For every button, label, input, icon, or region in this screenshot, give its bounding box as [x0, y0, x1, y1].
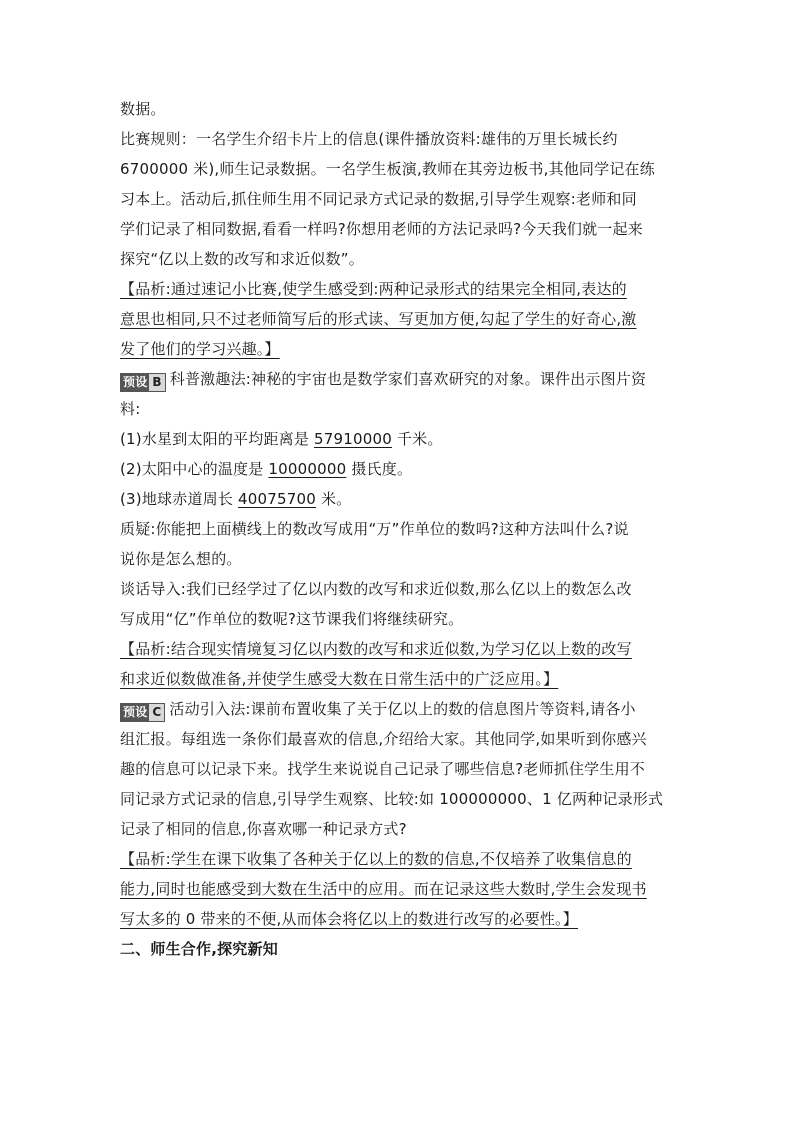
- paragraph-line: 说你是怎么想的。: [120, 550, 242, 568]
- paragraph-line: 谈话导入:我们已经学过了亿以内数的改写和求近似数,那么亿以上的数怎么改: [120, 580, 632, 598]
- paragraph-line: 记录了相同的信息,你喜欢哪一种记录方式?: [120, 820, 407, 838]
- list-item-text: (3)地球赤道周长: [120, 490, 239, 508]
- paragraph-line: 同记录方式记录的信息,引导学生观察、比较:如 100000000、1 亿两种记录形式: [120, 790, 664, 808]
- paragraph-line: 组汇报。每组选一条你们最喜欢的信息,介绍给大家。其他同学,如果听到你感兴: [120, 730, 647, 748]
- section-heading: 二、师生合作,探究新知: [120, 940, 278, 958]
- paragraph-line: 习本上。活动后,抓住师生用不同记录方式记录的数据,引导学生观察:老师和同: [120, 190, 637, 208]
- comment-line: 意思也相同,只不过老师简写后的形式读、写更加方便,勾起了学生的好奇心,激: [120, 310, 637, 328]
- paragraph-line: 探究“亿以上数的改写和求近似数”。: [120, 250, 364, 268]
- list-item-text: 千米。: [391, 430, 443, 448]
- paragraph-text: 科普激趣法:神秘的宇宙也是数学家们喜欢研究的对象。课件出示图片资: [169, 370, 647, 388]
- preset-b-line: [120, 364, 676, 394]
- paragraph-text: 活动引入法:课前布置收集了关于亿以上的数的信息图片等资料,请各小: [169, 700, 636, 718]
- list-item-text: 摄氏度。: [346, 460, 413, 478]
- paragraph-line: 写成用“亿”作单位的数呢?这节课我们将继续研究。: [120, 610, 464, 628]
- comment-line: 和求近似数做准备,并使学生感受大数在日常生活中的广泛应用。】: [120, 670, 559, 688]
- comment-line: 能力,同时也能感受到大数在生活中的应用。而在记录这些大数时,学生会发现书: [120, 880, 647, 898]
- preset-badge-letter: B: [149, 374, 164, 391]
- comment-line: 【品析:学生在课下收集了各种关于亿以上的数的信息,不仅培养了收集信息的: [120, 850, 632, 868]
- paragraph-line: 趣的信息可以记录下来。找学生来说说自己记录了哪些信息?老师抓住学生用不: [120, 760, 645, 778]
- preset-badge-label: 预设: [123, 375, 148, 389]
- paragraph-line: 学们记录了相同数据,看看一样吗?你想用老师的方法记录吗?今天我们就一起来: [120, 220, 643, 238]
- preset-c-line: [120, 694, 676, 724]
- underlined-number: 10000000: [268, 460, 347, 478]
- comment-line: 【品析:通过速记小比赛,使学生感受到:两种记录形式的结果完全相同,表达的: [120, 280, 627, 298]
- paragraph-line: 质疑:你能把上面横线上的数改写成用“万”作单位的数吗?这种方法叫什么?说: [120, 520, 629, 538]
- paragraph-line: 数据。: [120, 100, 166, 118]
- list-item-text: (2)太阳中心的温度是: [120, 460, 269, 478]
- list-item: [120, 424, 676, 454]
- preset-b-badge: [120, 373, 166, 392]
- preset-c-badge: [120, 703, 165, 722]
- list-item-text: 米。: [315, 490, 352, 508]
- document-page: [120, 94, 676, 964]
- preset-badge-letter: C: [149, 704, 164, 721]
- paragraph-line: 6700000 米),师生记录数据。一名学生板演,教师在其旁边板书,其他同学记在练: [120, 160, 655, 178]
- comment-line: 写太多的 0 带来的不便,从而体会将亿以上的数进行改写的必要性。】: [120, 910, 578, 928]
- paragraph-line: 比赛规则：一名学生介绍卡片上的信息(课件播放资料:雄伟的万里长城长约: [120, 130, 618, 148]
- underlined-number: 40075700: [238, 490, 316, 508]
- comment-line: 【品析:结合现实情境复习亿以内数的改写和求近似数,为学习亿以上数的改写: [120, 640, 632, 658]
- list-item: [120, 454, 676, 484]
- comment-line: 发了他们的学习兴趣。】: [120, 340, 280, 358]
- preset-badge-label: 预设: [123, 705, 148, 719]
- underlined-number: 57910000: [314, 430, 392, 448]
- list-item-text: (1)水星到太阳的平均距离是: [120, 430, 315, 448]
- list-item: [120, 484, 676, 514]
- paragraph-line: 料:: [120, 400, 141, 418]
